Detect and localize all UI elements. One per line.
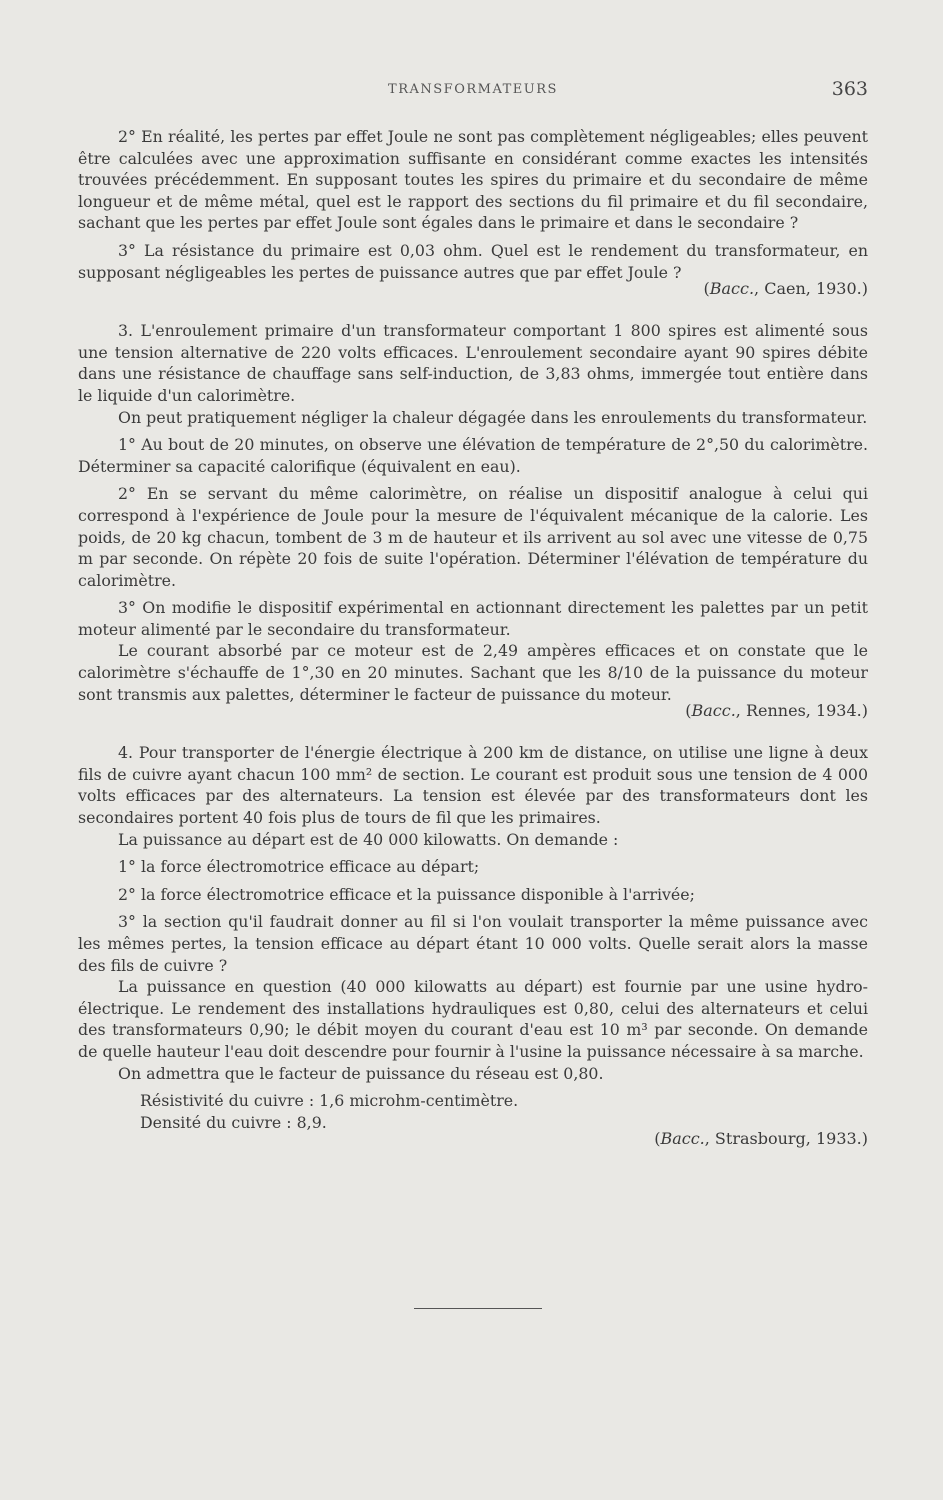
exercise3-citation: (Bacc., Rennes, 1934.) — [685, 701, 868, 721]
exercise3-intro: 3. L'enroulement primaire d'un transformateur comportant 1 800 spires est alimenté sous une tension alternative de 220 volts efficaces. L'enroulement secondaire ayant 90 spires débite dans une résistance de chauffage sans self-induction, de 3,83 ohms, immergée tout entière dans le liquide d'un calorimètre. — [78, 321, 868, 405]
citation-source: Bacc. — [691, 701, 736, 721]
exercise3-note: On peut pratiquement négliger la chaleur dégagée dans les enroulements du transformateur. — [118, 407, 868, 427]
exercise4-question-3: 3° la section qu'il faudrait donner au fil si l'on voulait transporter la même puissance avec les mêmes pertes, la tension efficace au départ étant 10 000 volts. Quelle serait alors la masse des fils de cuivre ? — [78, 912, 868, 975]
page-header — [78, 78, 868, 102]
citation-source: Bacc. — [709, 279, 755, 299]
exercise2-question-3: 3° La résistance du primaire est 0,03 ohm. Quel est le rendement du transformateur, en supposant négligeables les pertes de puissance autres que par effet Joule ? — [78, 240, 868, 282]
citation-place: , Rennes, 1934.) — [735, 701, 868, 721]
exercise4-citation: (Bacc., Strasbourg, 1933.) — [654, 1129, 868, 1149]
citation-place: , Caen, 1930.) — [754, 279, 868, 299]
page-number: 363 — [831, 78, 868, 100]
exercise3-question-3b: Le courant absorbé par ce moteur est de 2,49 ampères efficaces et on constate que le calorimètre s'échauffe de 1°,30 en 20 minutes. Sachant que les 8/10 de la puissance du moteur sont transmis aux palettes, déterminer le facteur de puissance du moteur. — [78, 641, 868, 704]
exercise2-question-2: 2° En réalité, les pertes par effet Joule ne sont pas complètement négligeables; elles peuvent être calculées avec une approximation suffisante en considérant comme exactes les intensités trouvées précédemment. En supposant toutes les spires du primaire et du secondaire de même longueur et de même métal, quel est le rapport des sections du fil primaire et du fil secondaire, sachant que les pertes par effet Joule sont égales dans le primaire et dans le secondaire ? — [78, 127, 868, 233]
exercise3-question-2: 2° En se servant du même calorimètre, on réalise un dispositif analogue à celui qui correspond à l'expérience de Joule pour la mesure de l'équivalent mécanique de la calorie. Les poids, de 20 kg chacun, tombent de 3 m de hauteur et ils arrivent au sol avec une vitesse de 0,75 m par seconde. On répète 20 fois de suite l'opération. Déterminer l'élévation de température du calorimètre. — [78, 484, 868, 590]
exercise4-question-4: La puissance en question (40 000 kilowatts au départ) est fournie par une usine hydro-électrique. Le rendement des installations hydrauliques est 0,80, celui des alternateurs et celui des transformateurs 0,90; le débit moyen du courant d'eau est 10 m³ par seconde. On demande de quelle hauteur l'eau doit descendre pour fournir à l'usine la puissance nécessaire à sa marche. — [78, 977, 868, 1061]
exercise3-question-3: 3° On modifie le dispositif expérimental en actionnant directement les palettes par un petit moteur alimenté par le secondaire du transformateur. — [78, 598, 868, 639]
running-title: TRANSFORMATEURS — [388, 82, 558, 97]
exercise4-data-resistivity: Résistivité du cuivre : 1,6 microhm-centimètre. — [140, 1091, 519, 1111]
page-body — [78, 126, 868, 1148]
citation-place: , Strasbourg, 1933.) — [704, 1129, 868, 1149]
exercise2-citation: (Bacc., Caen, 1930.) — [703, 279, 868, 299]
exercise4-question-1: 1° la force électromotrice efficace au départ; — [118, 857, 480, 877]
exercise4-data-density: Densité du cuivre : 8,9. — [140, 1112, 327, 1132]
end-rule — [414, 1308, 542, 1309]
exercise4-question-5: On admettra que le facteur de puissance du réseau est 0,80. — [118, 1063, 604, 1083]
citation-source: Bacc. — [660, 1129, 705, 1149]
exercise4-question-2: 2° la force électromotrice efficace et la puissance disponible à l'arrivée; — [118, 884, 695, 904]
exercise4-intro: 4. Pour transporter de l'énergie électrique à 200 km de distance, on utilise une ligne à deux fils de cuivre ayant chacun 100 mm² de section. Le courant est produit sous une tension de 4 000 volts efficaces par des alternateurs. La tension est élevée par des transformateurs dont les secondaires portent 40 fois plus de tours de fil que les primaires. — [78, 743, 868, 828]
exercise3-question-1: 1° Au bout de 20 minutes, on observe une élévation de température de 2°,50 du calorimètre. Déterminer sa capacité calorifique (équivalent en eau). — [78, 435, 868, 476]
exercise4-demand: La puissance au départ est de 40 000 kilowatts. On demande : — [118, 829, 619, 849]
